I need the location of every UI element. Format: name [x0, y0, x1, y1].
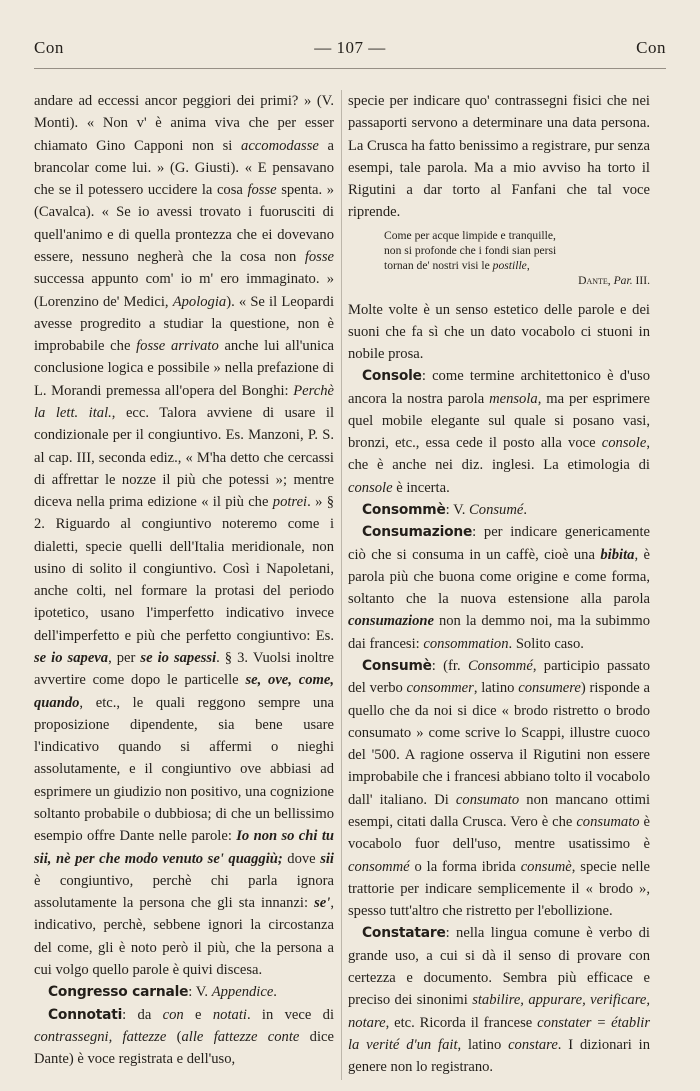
- verse-line: tornan de' nostri visi le postille,: [384, 259, 530, 273]
- entry-console: Console: come termine architettonico è d'uso ancora la nostra parola mensola, ma per esprimere quel mobile elegante sul quale si posano vasi, bronzi, etc., essa cede il posto alla voce console, che è anche nei diz. inglesi. La etimologia di console è incerta.: [348, 368, 650, 496]
- entry-consume: Consumè: (fr. Consommé, participio passato del verbo consommer, latino consumere) risponde a quello che da noi si dice « brodo ristretto o brodo consumato » come scrive lo Scappi, illustre cuoco del '500. A ragione osserva il Rigutini non essere improbabile che i francesi abbiano tolto il vocabolo dall' italiano. Di consumato non mancano ottimi esempi, citati dalla Crusca. Vero è che consumato è vocabolo fuor dell'uso, mentre usatissimo è consommé o la forma ibrida consumè, specie nelle trattorie per indicare semplicemente il « brodo », spesso tutt'altro che ristretto per l'ebollizione.: [348, 658, 650, 920]
- headword: Consumazione: [362, 524, 473, 541]
- right-column: [348, 90, 650, 1078]
- header-rule: [34, 68, 666, 69]
- header-right-guideword: Con: [636, 38, 666, 57]
- continued-paragraph: andare ad eccessi ancor peggiori dei primi? » (V. Monti). « Non v' è anima viva che per esser chiamato Gino Capponi non si accomodasse a brancolar come lui. » (G. Giusti). « E pensavano che se il potessero uccidere la cosa fosse spenta. » (Cavalca). « Se io avessi trovato i fuorusciti di quell'animo e di quella prontezza che ei dovevano essere, nessuno negherà che la cosa non fosse successa appunto com' io m' ero immaginato. » (Lorenzino de' Medici, Apologia). « Se il Leopardi avesse progredito a studiar la questione, non è improbabile che fosse arrivato anche lui all'unica conclusione logica e possibile » nella prefazione di L. Morandi premessa all'opera del Bonghi: Perchè la lett. ital., ecc. Talora avviene di usare il condizionale per il congiuntivo. Es. Manzoni, P. S. al cap. III, seconda ediz., « M'ha detto che cercassi di affrettar le nozze il più che potessi »; mentre diceva nella prima edizione « il più che potrei. » § 2. Riguardo al congiuntivo noteremo come i dialetti, specie quelli dell'Italia meridionale, non usino di solito il congiuntivo. Così i Napoletani, anche colti, nel formare la protasi del periodo ipotetico, usano l'imperfetto indicativo invece dell'imperfetto e più che perfetto congiuntivo: Es. se io sapeva, per se io sapessi. § 3. Vuolsi inoltre avvertire come dopo le particelle se, ove, come, quando, etc., le quali reggono sempre una proposizione dipendente, sia bene usare l'indicativo quando si affermi o nieghi assolutamente, e il congiuntivo ove abbiasi ad esprimere un giudizio non positivo, una cognizione soltanto probabile o dubbiosa; di che un bellissimo esempio offre Dante nelle parole: Io non so chi tu sii, nè per che modo venuto se' quaggiù; dove sii è congiuntivo, perchè chi parla ignora assolutamente la persona che gli sta innanzi: se', indicativo, perchè, sebbene ignori la circostanza del come, gli è noto però il più, che la persona a cui volgo quello parole è quivi discesa.: [34, 93, 335, 978]
- entry-consumazione: Consumazione: per indicare genericamente ciò che si consuma in un caffè, cioè una bibita, è parola più che buona come origine e come forma, soltanto che la nuova estensione alla parola consumazione non la demmo noi, ma la subimmo dai francesi: consommation. Solito caso.: [348, 524, 650, 652]
- left-column: [34, 90, 334, 1070]
- page-number: — 107 —: [314, 38, 386, 57]
- entry-consomme: Consommè: V. Consumé.: [362, 502, 528, 519]
- headword: Connotati: [48, 1006, 123, 1023]
- verse-line: non si profonde che i fondi sian persi: [384, 243, 557, 257]
- continued-paragraph: specie per indicare quo' contrassegni fisici che nei passaporti servono a determinare una data persona. La Crusca ha fatto benissimo a registrare, pur senza esempi, tale parola. Ma a mio avviso ha torto il Rigutini a dar torto al Fanfani che tal voce riprende.: [348, 93, 650, 221]
- header-left-guideword: Con: [34, 38, 64, 57]
- headword: Consommè: [362, 502, 446, 519]
- verse-line: Come per acque limpide e tranquille,: [384, 228, 556, 242]
- headword: Consumè: [362, 658, 432, 674]
- column-divider: [341, 90, 342, 1080]
- verse-citation: Dante, Par. III.: [578, 274, 650, 288]
- verse-quotation: [384, 228, 650, 289]
- headword: Constatare: [362, 925, 446, 942]
- headword: Congresso carnale: [48, 984, 189, 1001]
- headword: Console: [362, 368, 422, 385]
- entry-constatare: Constatare: nella lingua comune è verbo di grande uso, a cui si dà il senso di provare con certezza e documento. Sembra più efficace e preciso dei sinonimi stabilire, appurare, verificare, notare, etc. Ricorda il francese constater = établir la verité d'un fait, latino constare. I dizionari in genere non lo registrano.: [348, 925, 650, 1076]
- entry-connotati: Connotati: da con e notati. in vece di contrassegni, fattezze (alle fattezze conte dice Dante) è voce registrata e dell'uso,: [34, 1006, 334, 1068]
- entry-congresso-carnale: Congresso carnale: V. Appendice.: [48, 984, 277, 1001]
- running-header: [34, 38, 666, 62]
- paragraph: Molte volte è un senso estetico delle parole e dei suoni che fa sì che un dato vocabolo ci stuoni in nobile prosa.: [348, 301, 650, 363]
